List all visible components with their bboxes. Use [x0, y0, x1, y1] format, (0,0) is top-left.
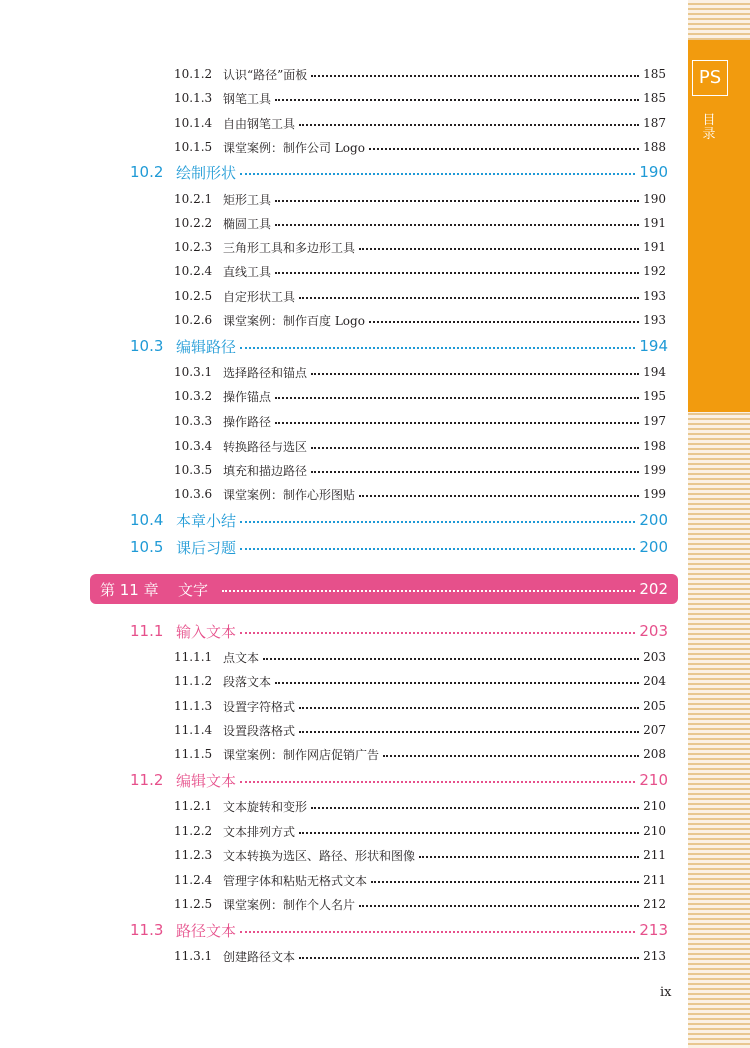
entry-title: 自定形状工具 [223, 289, 296, 304]
section-title: 输入文本 [176, 622, 237, 641]
toc-section-heading[interactable] [130, 619, 668, 643]
toc-entry[interactable] [174, 386, 666, 406]
toc-entry[interactable] [174, 64, 666, 84]
toc-entry[interactable] [174, 261, 666, 281]
section-number: 10.2 [130, 163, 164, 181]
section-page: 190 [639, 163, 668, 181]
section-page: 203 [639, 622, 668, 640]
dot-leader [311, 75, 639, 77]
entry-number: 11.1.3 [174, 699, 213, 713]
chapter-heading-bar[interactable] [90, 574, 678, 604]
chapter-number: 第 11 章 [100, 580, 159, 599]
toc-entry[interactable] [174, 460, 666, 480]
entry-page: 199 [643, 463, 666, 477]
entry-number: 11.3.1 [174, 949, 213, 963]
dot-leader [275, 200, 639, 202]
entry-number: 10.3.3 [174, 414, 213, 428]
entry-page: 203 [643, 650, 666, 664]
entry-title: 课堂案例：制作心形图贴 [223, 487, 356, 502]
entry-number: 10.3.1 [174, 365, 213, 379]
section-number: 11.1 [130, 622, 164, 640]
dot-leader [275, 422, 639, 424]
entry-number: 10.1.4 [174, 116, 213, 130]
dot-leader [275, 99, 639, 101]
dot-leader [371, 881, 639, 883]
toc-entry[interactable] [174, 484, 666, 504]
toc-section-heading[interactable] [130, 768, 668, 792]
dot-leader [240, 521, 635, 523]
entry-title: 填充和描边路径 [223, 463, 308, 478]
toc-entry[interactable] [174, 113, 666, 133]
dot-leader [275, 397, 639, 399]
toc-section-heading[interactable] [130, 508, 668, 532]
toc-entry[interactable] [174, 411, 666, 431]
entry-title: 设置段落格式 [223, 723, 296, 738]
entry-title: 创建路径文本 [223, 949, 296, 964]
dot-leader [275, 224, 639, 226]
section-title: 路径文本 [176, 921, 237, 940]
entry-page: 210 [643, 824, 666, 838]
toc-entry[interactable] [174, 821, 666, 841]
section-page: 200 [639, 538, 668, 556]
entry-number: 11.1.4 [174, 723, 213, 737]
entry-title: 认识“路径”面板 [223, 67, 308, 82]
section-number: 10.4 [130, 511, 164, 529]
entry-title: 自由钢笔工具 [223, 116, 296, 131]
toc-tab-label [700, 114, 718, 142]
dot-leader [299, 731, 639, 733]
entry-title: 操作路径 [223, 414, 272, 429]
section-title: 本章小结 [176, 511, 237, 530]
entry-title: 课堂案例：制作个人名片 [223, 897, 356, 912]
toc-section-heading[interactable] [130, 535, 668, 559]
section-number: 10.3 [130, 337, 164, 355]
toc-entry[interactable] [174, 286, 666, 306]
entry-number: 11.2.4 [174, 873, 213, 887]
dot-leader [275, 682, 639, 684]
section-page: 194 [639, 337, 668, 355]
dot-leader [359, 495, 639, 497]
entry-title: 课堂案例：制作公司 Logo [223, 140, 365, 155]
entry-number: 10.1.3 [174, 91, 213, 105]
section-number: 11.3 [130, 921, 164, 939]
entry-title: 转换路径与选区 [223, 439, 308, 454]
dot-leader [383, 755, 639, 757]
toc-entry[interactable] [174, 137, 666, 157]
dot-leader [222, 590, 635, 592]
entry-number: 11.2.5 [174, 897, 213, 911]
chapter-title: 文字 [178, 580, 209, 599]
toc-entry[interactable] [174, 362, 666, 382]
entry-page: 188 [643, 140, 666, 154]
entry-page: 211 [643, 873, 666, 887]
entry-number: 10.2.6 [174, 313, 213, 327]
toc-section-heading[interactable] [130, 918, 668, 942]
entry-page: 207 [643, 723, 666, 737]
entry-page: 187 [643, 116, 666, 130]
toc-entry[interactable] [174, 213, 666, 233]
entry-page: 195 [643, 389, 666, 403]
dot-leader [299, 297, 639, 299]
toc-entry[interactable] [174, 88, 666, 108]
entry-title: 文本转换为选区、路径、形状和图像 [223, 848, 416, 863]
toc-entry[interactable] [174, 696, 666, 716]
section-page: 210 [639, 771, 668, 789]
entry-title: 课堂案例：制作百度 Logo [223, 313, 365, 328]
entry-title: 操作锚点 [223, 389, 272, 404]
section-title: 绘制形状 [176, 163, 237, 182]
section-title: 编辑文本 [176, 771, 237, 790]
entry-number: 11.1.2 [174, 674, 213, 688]
dot-leader [240, 173, 635, 175]
toc-tab-label-line2: 录 [702, 127, 716, 142]
toc-entry[interactable] [174, 845, 666, 865]
section-number: 11.2 [130, 771, 164, 789]
entry-page: 191 [643, 240, 666, 254]
entry-number: 10.2.2 [174, 216, 213, 230]
entry-page: 192 [643, 264, 666, 278]
toc-entry[interactable] [174, 237, 666, 257]
toc-entry[interactable] [174, 894, 666, 914]
entry-page: 211 [643, 848, 666, 862]
dot-leader [240, 347, 635, 349]
entry-page: 213 [643, 949, 666, 963]
dot-leader [299, 707, 639, 709]
toc-entry[interactable] [174, 744, 666, 764]
page-number: ix [660, 985, 672, 1000]
entry-page: 212 [643, 897, 666, 911]
entry-page: 185 [643, 91, 666, 105]
entry-page: 193 [643, 313, 666, 327]
entry-page: 197 [643, 414, 666, 428]
dot-leader [240, 781, 635, 783]
dot-leader [299, 957, 639, 959]
entry-title: 三角形工具和多边形工具 [223, 240, 356, 255]
toc-entry[interactable] [174, 310, 666, 330]
section-title: 课后习题 [176, 538, 237, 557]
entry-number: 11.1.1 [174, 650, 213, 664]
entry-title: 钢笔工具 [223, 91, 272, 106]
entry-title: 椭圆工具 [223, 216, 272, 231]
entry-number: 10.3.4 [174, 439, 213, 453]
dot-leader [369, 148, 639, 150]
dot-leader [359, 905, 639, 907]
entry-title: 课堂案例：制作网店促销广告 [223, 747, 380, 762]
chapter-page: 202 [639, 580, 668, 598]
entry-title: 点文本 [223, 650, 260, 665]
section-page: 213 [639, 921, 668, 939]
entry-title: 直线工具 [223, 264, 272, 279]
toc-entry[interactable] [174, 720, 666, 740]
entry-title: 选择路径和锚点 [223, 365, 308, 380]
entry-page: 191 [643, 216, 666, 230]
dot-leader [369, 321, 639, 323]
entry-number: 10.2.3 [174, 240, 213, 254]
entry-title: 段落文本 [223, 674, 272, 689]
dot-leader [419, 856, 639, 858]
entry-page: 185 [643, 67, 666, 81]
entry-title: 文本排列方式 [223, 824, 296, 839]
entry-number: 10.2.1 [174, 192, 213, 206]
dot-leader [311, 447, 639, 449]
entry-page: 204 [643, 674, 666, 688]
entry-number: 10.1.5 [174, 140, 213, 154]
entry-page: 193 [643, 289, 666, 303]
entry-title: 文本旋转和变形 [223, 799, 308, 814]
entry-title: 设置字符格式 [223, 699, 296, 714]
ps-badge: PS [692, 60, 728, 96]
entry-number: 10.3.6 [174, 487, 213, 501]
toc-section-heading[interactable] [130, 334, 668, 358]
entry-page: 198 [643, 439, 666, 453]
entry-number: 10.3.5 [174, 463, 213, 477]
section-page: 200 [639, 511, 668, 529]
dot-leader [263, 658, 639, 660]
entry-page: 199 [643, 487, 666, 501]
entry-page: 194 [643, 365, 666, 379]
toc-entry[interactable] [174, 870, 666, 890]
entry-number: 10.3.2 [174, 389, 213, 403]
entry-number: 10.2.5 [174, 289, 213, 303]
toc-entry[interactable] [174, 671, 666, 691]
section-title: 编辑路径 [176, 337, 237, 356]
entry-page: 190 [643, 192, 666, 206]
dot-leader [275, 272, 639, 274]
entry-page: 205 [643, 699, 666, 713]
section-number: 10.5 [130, 538, 164, 556]
toc-entry[interactable] [174, 946, 666, 966]
dot-leader [311, 373, 639, 375]
toc-section-heading[interactable] [130, 160, 668, 184]
dot-leader [299, 832, 639, 834]
entry-title: 矩形工具 [223, 192, 272, 207]
dot-leader [311, 471, 639, 473]
toc-entry[interactable] [174, 796, 666, 816]
toc-tab-label-line1: 目 [702, 113, 716, 128]
toc-entry[interactable] [174, 436, 666, 456]
dot-leader [240, 931, 635, 933]
dot-leader [240, 632, 635, 634]
dot-leader [311, 807, 639, 809]
entry-number: 11.2.1 [174, 799, 213, 813]
entry-number: 11.2.2 [174, 824, 213, 838]
entry-page: 208 [643, 747, 666, 761]
entry-number: 11.1.5 [174, 747, 213, 761]
dot-leader [359, 248, 639, 250]
entry-number: 10.2.4 [174, 264, 213, 278]
entry-title: 管理字体和粘贴无格式文本 [223, 873, 368, 888]
entry-number: 10.1.2 [174, 67, 213, 81]
dot-leader [299, 124, 639, 126]
entry-number: 11.2.3 [174, 848, 213, 862]
entry-page: 210 [643, 799, 666, 813]
toc-entry[interactable] [174, 647, 666, 667]
toc-entry[interactable] [174, 189, 666, 209]
dot-leader [240, 548, 635, 550]
